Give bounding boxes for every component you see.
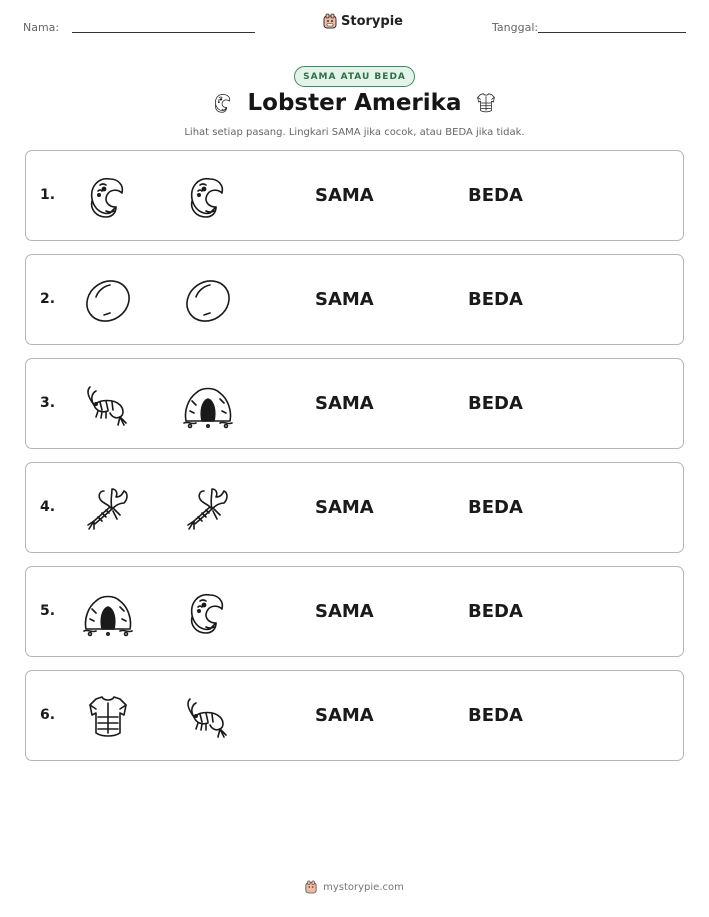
right-picture	[180, 481, 236, 537]
different-option[interactable]: BEDA	[468, 393, 523, 414]
page-title: Lobster Amerika	[247, 90, 462, 116]
title-right-icon	[473, 90, 499, 116]
left-picture	[80, 689, 136, 745]
pair-row	[25, 566, 684, 657]
pair-row	[25, 358, 684, 449]
armor-icon	[473, 90, 499, 116]
name-field[interactable]	[72, 32, 255, 33]
different-option[interactable]: BEDA	[468, 497, 523, 518]
different-option[interactable]: BEDA	[468, 705, 523, 726]
same-option[interactable]: SAMA	[315, 601, 374, 622]
pair-row	[25, 462, 684, 553]
pair-row	[25, 150, 684, 241]
date-field[interactable]	[538, 32, 686, 33]
egg-icon	[180, 273, 236, 329]
shell-icon	[180, 585, 236, 641]
left-picture	[80, 273, 136, 329]
row-number: 1.	[40, 187, 56, 203]
same-option[interactable]: SAMA	[315, 289, 374, 310]
right-picture	[180, 377, 236, 433]
name-label: Nama:	[23, 21, 60, 34]
footer	[0, 880, 709, 894]
pair-row	[25, 254, 684, 345]
pair-row	[25, 670, 684, 761]
different-option[interactable]: BEDA	[468, 185, 523, 206]
lobster-icon	[180, 481, 236, 537]
rock-cave-icon	[180, 377, 236, 433]
title-left-icon	[210, 90, 236, 116]
right-picture	[180, 169, 236, 225]
row-number: 6.	[40, 707, 56, 723]
mascot-icon	[323, 13, 337, 29]
row-number: 2.	[40, 291, 56, 307]
different-option[interactable]: BEDA	[468, 289, 523, 310]
right-picture	[180, 689, 236, 745]
shell-icon	[80, 169, 136, 225]
same-option[interactable]: SAMA	[315, 497, 374, 518]
brand-name: Storypie	[341, 13, 403, 29]
same-option[interactable]: SAMA	[315, 185, 374, 206]
left-picture	[80, 377, 136, 433]
right-picture	[180, 273, 236, 329]
worksheet-badge: SAMA ATAU BEDA	[294, 66, 415, 87]
egg-icon	[80, 273, 136, 329]
same-option[interactable]: SAMA	[315, 705, 374, 726]
different-option[interactable]: BEDA	[468, 601, 523, 622]
left-picture	[80, 169, 136, 225]
lobster-icon	[80, 481, 136, 537]
mascot-icon	[305, 880, 317, 894]
brand-logo	[323, 13, 403, 29]
row-number: 4.	[40, 499, 56, 515]
row-number: 5.	[40, 603, 56, 619]
shrimp-icon	[180, 689, 236, 745]
shell-icon	[180, 169, 236, 225]
shrimp-icon	[80, 377, 136, 433]
footer-link[interactable]: mystorypie.com	[323, 881, 404, 893]
armor-icon	[80, 689, 136, 745]
rock-cave-icon	[80, 585, 136, 641]
left-picture	[80, 481, 136, 537]
title-row	[0, 90, 709, 116]
instructions: Lihat setiap pasang. Lingkari SAMA jika cocok, atau BEDA jika tidak.	[184, 127, 525, 138]
date-label: Tanggal:	[492, 21, 539, 34]
row-number: 3.	[40, 395, 56, 411]
same-option[interactable]: SAMA	[315, 393, 374, 414]
right-picture	[180, 585, 236, 641]
shell-icon	[210, 90, 236, 116]
left-picture	[80, 585, 136, 641]
